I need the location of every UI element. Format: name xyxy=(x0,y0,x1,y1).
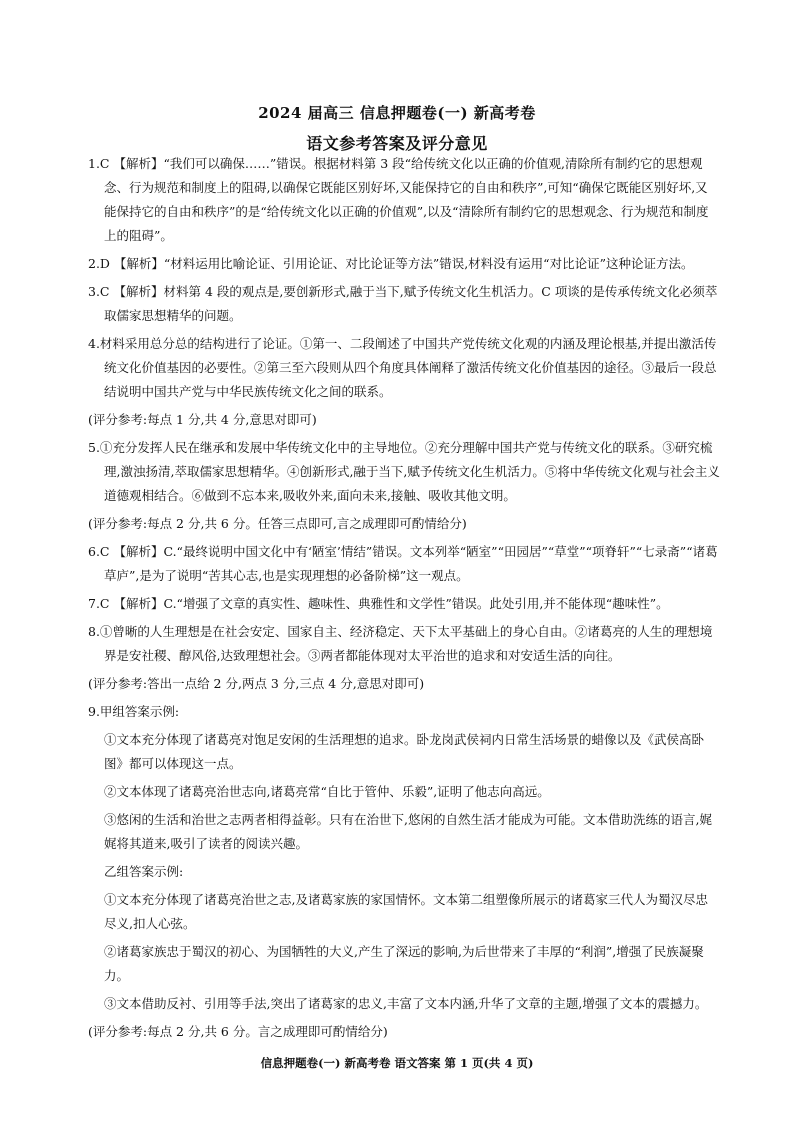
answer-3: 3.C 【解析】材料第 4 段的观点是,要创新形式,融于当下,赋予传统文化生机活力。C 项谈的是传承传统文化必须萃取儒家思想精华的问题。 xyxy=(88,284,718,323)
page-subtitle: 语文参考答案及评分意见 xyxy=(306,134,488,153)
page-footer: 信息押题卷(一) 新高考卷 语文答案 第 1 页(共 4 页) xyxy=(260,1056,534,1070)
answer-9-group-b-point-2: ②诸葛家族忠于蜀汉的初心、为国牺牲的大义,产生了深远的影响,为后世带来了丰厚的“利润”,增强了民族凝聚力。 xyxy=(104,944,704,983)
answer-content xyxy=(88,152,720,1048)
answer-7: 7.C 【解析】C.“增强了文章的真实性、趣味性、典雅性和文学性”错误。此处引用,并不能体现“趣味性”。 xyxy=(88,596,669,611)
answer-1: 1.C 【解析】“我们可以确保……”错误。根据材料第 3 段“给传统文化以正确的价值观,清除所有制约它的思想观念、行为规范和制度上的阻碍,以确保它既能区别好坏,又能保持它的自由和秩序”,可知“确保它既能区别好坏,又能保持它的自由和秩序”的是“给传统文化以正确的价值观”,以及“清除所有制约它的思想观念、行为规范和制度上的阻碍”。 xyxy=(88,156,709,243)
answer-2: 2.D 【解析】“材料运用比喻论证、引用论证、对比论证等方法”错误,材料没有运用“对比论证”这种论证方法。 xyxy=(88,256,694,271)
page-title: 2024 届高三 信息押题卷(一) 新高考卷 xyxy=(258,104,536,122)
scoring-note-8: (评分参考:答出一点给 2 分,两点 3 分,三点 4 分,意思对即可) xyxy=(88,676,425,691)
scoring-note-4: (评分参考:每点 1 分,共 4 分,意思对即可) xyxy=(88,412,317,427)
answer-9-group-a-point-1: ①文本充分体现了诸葛亮对饱足安闲的生活理想的追求。卧龙岗武侯祠内日常生活场景的蜡像以及《武侯高卧图》都可以体现这一点。 xyxy=(104,732,705,771)
answer-9-group-a-point-3: ③悠闲的生活和治世之志两者相得益彰。只有在治世下,悠闲的自然生活才能成为可能。文本借助洗练的语言,娓娓将其道来,吸引了读者的阅读兴趣。 xyxy=(104,812,712,851)
answer-5: 5.①充分发挥人民在继承和发展中华传统文化中的主导地位。②充分理解中国共产党与传统文化的联系。③研究梳理,激浊扬清,萃取儒家思想精华。④创新形式,融于当下,赋予传统文化生机活力。⑤将中华传统文化观与社会主义道德观相结合。⑥做到不忘本来,吸收外来,面向未来,接触、吸收其他文明。 xyxy=(88,440,720,503)
scoring-note-9: (评分参考:每点 2 分,共 6 分。言之成理即可酌情给分) xyxy=(88,1024,388,1039)
answer-8: 8.①曾晰的人生理想是在社会安定、国家自主、经济稳定、天下太平基础上的身心自由。②诸葛亮的人生的理想境界是安社稷、醇风俗,达致理想社会。③两者都能体现对太平治世的追求和对安适生活的向往。 xyxy=(88,624,713,663)
answer-6: 6.C 【解析】C.“最终说明中国文化中有‘陋室’情结”错误。文本列举“陋室”“田园居”“草堂”“项脊轩”“七录斋”“诸葛草庐”,是为了说明“苦其心志,也是实现理想的必备阶梯”这一观点。 xyxy=(88,544,718,583)
scoring-note-5: (评分参考:每点 2 分,共 6 分。任答三点即可,言之成理即可酌情给分) xyxy=(88,516,467,531)
answer-9-group-a-point-2: ②文本体现了诸葛亮治世志向,诸葛亮常“自比于管仲、乐毅”,证明了他志向高远。 xyxy=(104,784,550,799)
answer-9-group-b-point-1: ①文本充分体现了诸葛亮治世之志,及诸葛家族的家国情怀。文本第二组塑像所展示的诸葛家三代人为蜀汉尽忠尽义,扣人心弦。 xyxy=(104,892,708,931)
answer-9-group-b-point-3: ③文本借助反衬、引用等手法,突出了诸葛家的忠义,丰富了文本内涵,升华了文章的主题,增强了文本的震撼力。 xyxy=(104,996,708,1011)
answer-9-group-b-heading: 乙组答案示例: xyxy=(104,864,184,879)
answer-4: 4.材料采用总分总的结构进行了论证。①第一、二段阐述了中国共产党传统文化观的内涵及理论根基,并提出激活传统文化价值基因的必要性。②第三至六段则从四个角度具体阐释了激活传统文化价值基因的途径。③最后一段总结说明中国共产党与中华民族传统文化之间的联系。 xyxy=(88,336,717,399)
answer-9-heading: 9.甲组答案示例: xyxy=(88,704,180,719)
